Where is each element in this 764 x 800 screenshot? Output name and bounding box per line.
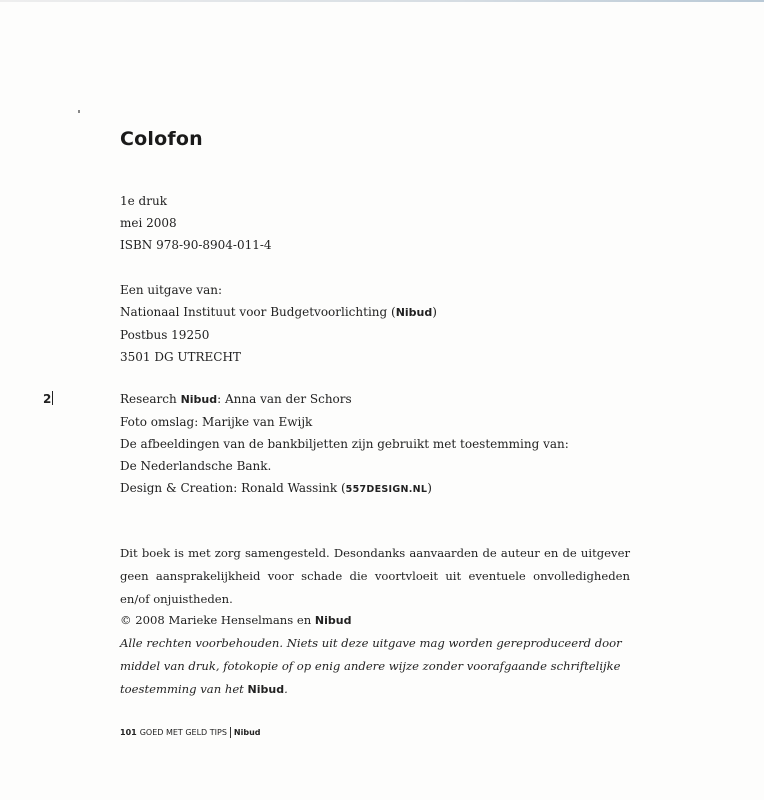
credit-research xyxy=(120,388,569,411)
rights-brand: Nibud xyxy=(247,683,285,696)
credit-bank: De Nederlandsche Bank. xyxy=(120,459,272,473)
research-brand: Nibud xyxy=(180,393,218,406)
design-value: Ronald Wassink ( xyxy=(237,481,346,495)
publisher-name-close: ) xyxy=(432,305,437,319)
credit-design xyxy=(120,477,569,501)
rights-notice xyxy=(120,632,640,701)
page-number-bar xyxy=(52,391,53,405)
footer-page-number: 101 xyxy=(120,728,137,737)
edition-date: mei 2008 xyxy=(120,216,177,230)
edition-block xyxy=(120,190,272,256)
copyright-line xyxy=(120,609,640,632)
edition-print: 1e druk xyxy=(120,194,167,208)
page-footer xyxy=(120,727,261,738)
copyright-block xyxy=(120,609,640,701)
page-number-value: 2 xyxy=(43,392,52,406)
top-edge-rule xyxy=(0,0,764,2)
publisher-address: Postbus 19250 xyxy=(120,328,210,342)
research-label: Research xyxy=(120,392,181,406)
credit-banknotes: De afbeeldingen van de bankbiljetten zijn gebruikt met toestemming van: xyxy=(120,437,569,451)
credits-block xyxy=(120,388,569,501)
speck-mark xyxy=(78,110,80,113)
design-close: ) xyxy=(427,481,432,495)
page-number xyxy=(43,391,53,406)
photo-label: Foto omslag: xyxy=(120,415,199,429)
publisher-city: 3501 DG UTRECHT xyxy=(120,350,241,364)
publisher-block xyxy=(120,279,437,368)
publisher-name: Nationaal Instituut voor Budgetvoorlichting ( xyxy=(120,305,396,319)
rights-text: Alle rechten voorbehouden. Niets uit deze uitgave mag worden gereproduceerd door middel van druk, fotokopie of op enig andere wijze zonder voorafgaande schriftelijke toestemming van het xyxy=(120,636,622,696)
photo-value: Marijke van Ewijk xyxy=(198,415,313,429)
design-site: 557DESIGN.NL xyxy=(345,484,428,495)
publisher-abbr: Nibud xyxy=(395,306,433,319)
credit-photo xyxy=(120,411,569,433)
copyright-brand: Nibud xyxy=(314,614,352,627)
design-label: Design & Creation: xyxy=(120,481,238,495)
page-title: Colofon xyxy=(120,128,203,150)
footer-book-title: GOED MET GELD TIPS xyxy=(139,728,227,737)
publisher-name-line xyxy=(120,301,437,324)
footer-brand: Nibud xyxy=(233,728,261,737)
publisher-intro: Een uitgave van: xyxy=(120,283,223,297)
isbn: ISBN 978-90-8904-011-4 xyxy=(120,238,272,252)
copyright-text: © 2008 Marieke Henselmans en xyxy=(120,613,315,627)
footer-separator xyxy=(230,727,231,738)
research-value: : Anna van der Schors xyxy=(217,392,352,406)
rights-end: . xyxy=(284,682,288,696)
disclaimer: Dit boek is met zorg samengesteld. Desondanks aanvaarden de auteur en de uitgever geen aansprakelijkheid voor schade die voortvloeit uit eventuele onvolledigheden en/of onjuistheden. xyxy=(120,546,630,606)
